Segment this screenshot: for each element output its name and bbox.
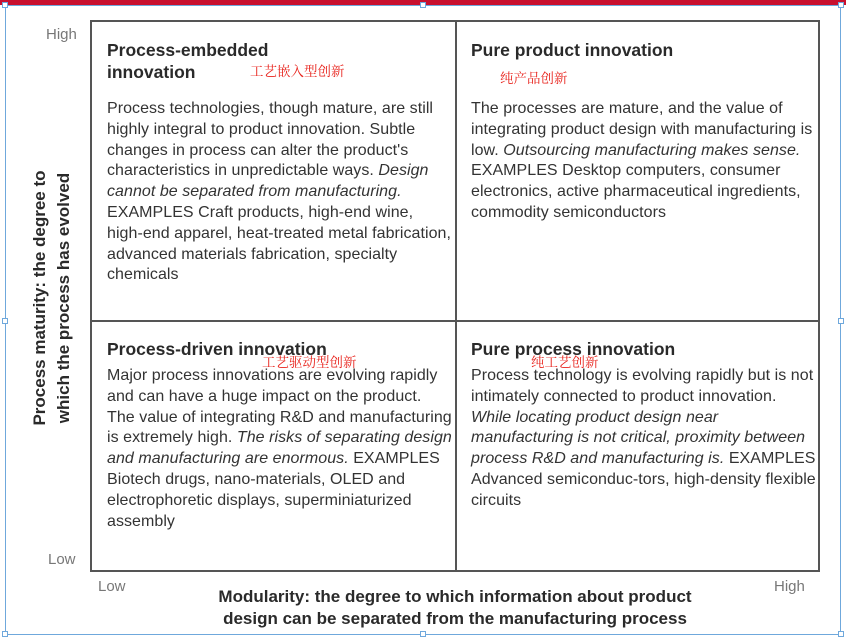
x-axis-title bbox=[140, 586, 770, 630]
resize-handle-bottom-left[interactable] bbox=[2, 631, 8, 637]
quadrant-description: The processes are mature, and the value of integrating product design with manufacturing is low. Outsourcing manufacturing makes sense. EXAMPLES Desktop computers, consumer electronics, active pharmaceutical ingredients, commodity semiconductors bbox=[471, 100, 813, 221]
cn-label-process-embedded: 工艺嵌入型创新 bbox=[250, 64, 345, 80]
quadrant-description: Major process innovations are evolving rapidly and can have a huge impact on the product. The value of integrating R&D and manufacturing is extremely high. The risks of separating design and manufacturing are enormous. EXAMPLES Biotech drugs, nano-materials, OLED and electrophoretic displays, superminiaturized assembly bbox=[107, 367, 452, 530]
resize-handle-top[interactable] bbox=[420, 2, 426, 8]
x-axis-low-label: Low bbox=[98, 578, 126, 595]
quadrant-title: Process-embedded innovation bbox=[107, 40, 269, 82]
quadrant-description: Process technology is evolving rapidly but is not intimately connected to product innovation. While locating product design near manufacturing is not critical, proximity between process R&D and manufacturing is. EXAMPLES Advanced semiconduc-tors, high-density flexible circuits bbox=[471, 367, 816, 509]
x-axis-title-line2: design can be separated from the manufacturing process bbox=[223, 609, 687, 628]
y-axis-title-line1: Process maturity: the degree to bbox=[30, 170, 49, 426]
matrix-vertical-divider bbox=[455, 20, 457, 572]
resize-handle-bottom-right[interactable] bbox=[838, 631, 844, 637]
resize-handle-top-left[interactable] bbox=[2, 2, 8, 8]
y-axis-title bbox=[28, 38, 76, 558]
y-axis-low-label: Low bbox=[48, 551, 76, 568]
quadrant-title: Pure product innovation bbox=[471, 40, 674, 60]
resize-handle-left[interactable] bbox=[2, 318, 8, 324]
x-axis-high-label: High bbox=[774, 578, 805, 595]
resize-handle-right[interactable] bbox=[838, 318, 844, 324]
y-axis-title-line2: which the process has evolved bbox=[54, 172, 73, 424]
quadrant-description: Process technologies, though mature, are still highly integral to product innovation. Subtle changes in process can alter the product's characteristics in unpredictable ways. Design cannot be separated from manufacturing. EXAMPLES Craft products, high-end wine, high-end apparel, heat-treated metal fabrication, advanced materials fabrication, specialty chemicals bbox=[107, 100, 451, 284]
x-axis-title-line1: Modularity: the degree to which information about product bbox=[218, 587, 692, 606]
cn-label-pure-product: 纯产品创新 bbox=[500, 71, 568, 87]
cn-label-process-driven: 工艺驱动型创新 bbox=[262, 355, 357, 371]
matrix-horizontal-divider bbox=[90, 320, 820, 322]
quadrant-title: Pure process innovation bbox=[471, 339, 676, 359]
cn-label-pure-process: 纯工艺创新 bbox=[531, 355, 599, 371]
quadrant-title: Process-driven innovation bbox=[107, 339, 327, 359]
quadrant-pure-process bbox=[471, 338, 816, 512]
resize-handle-bottom[interactable] bbox=[420, 631, 426, 637]
y-axis-high-label: High bbox=[46, 26, 77, 43]
resize-handle-top-right[interactable] bbox=[838, 2, 844, 8]
